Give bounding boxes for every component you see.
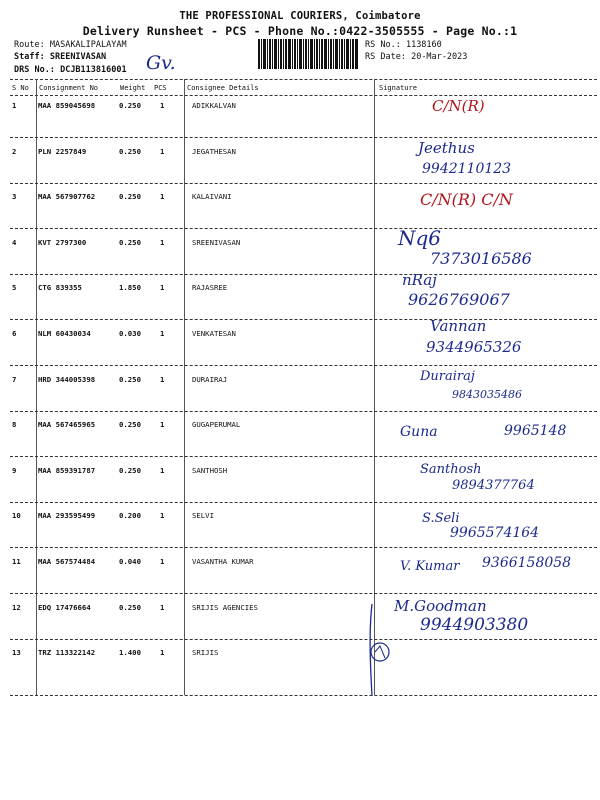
row-signature: S.Seli — [422, 511, 460, 527]
row-consignment: CTG 839355 — [38, 283, 82, 293]
row-pcs: 1 — [160, 557, 165, 566]
row-pcs: 1 — [160, 602, 165, 612]
row-weight: 0.250 — [119, 192, 141, 202]
row-weight: 0.250 — [119, 101, 141, 110]
row-signature: Vannan — [430, 317, 487, 335]
column-divider-consignee — [184, 79, 185, 695]
row-consignment: HRD 344005398 — [38, 374, 96, 384]
row-signature-phone: 9965148 — [504, 423, 567, 440]
row-signature-phone: 9894377764 — [452, 477, 535, 493]
column-divider-sno — [36, 79, 37, 695]
row-sno: 9 — [12, 465, 17, 475]
row-signature: C/N(R) — [432, 97, 485, 115]
row-sno: 8 — [12, 420, 17, 430]
row-consignee: SREENIVASAN — [192, 237, 241, 247]
row-sno: 3 — [12, 192, 17, 202]
row-signature-phone: 9843035486 — [452, 387, 522, 401]
rs-no-line — [365, 40, 442, 50]
row-weight: 0.200 — [119, 511, 141, 521]
row-pcs: 1 — [160, 192, 165, 202]
row-consignment: NLM 60430034 — [38, 329, 91, 338]
row-pcs: 1 — [160, 374, 165, 384]
row-signature: V. Kumar — [400, 559, 460, 574]
table-header-rule — [10, 95, 597, 96]
column-header-sno: S No — [12, 84, 29, 92]
row-consignee: ADIKKALVAN — [192, 101, 236, 110]
column-header-weight: Weight — [120, 84, 146, 92]
row-consignee: SRIJIS — [192, 648, 219, 658]
row-signature-phone: 9942110123 — [422, 160, 512, 177]
row-signature: Nq6 — [398, 225, 442, 250]
row-consignee: GUGAPERUMAL — [192, 420, 241, 430]
row-consignment: MAA 567907762 — [38, 192, 96, 202]
column-header-pcs: PCS — [154, 84, 167, 92]
row-consignment: TRZ 113322142 — [38, 648, 96, 658]
row-sno: 6 — [12, 329, 17, 338]
row-weight: 0.030 — [119, 329, 141, 338]
row-consignee: VENKATESAN — [192, 329, 236, 338]
row-consignee: SRIJIS AGENCIES — [192, 602, 258, 612]
rs-no-value: 1138160 — [405, 40, 442, 50]
row-consignment: KVT 2797300 — [38, 237, 87, 247]
delivery-stamp — [366, 600, 396, 700]
row-pcs: 1 — [160, 237, 165, 247]
staff-label: Staff: — [14, 52, 45, 62]
row-consignee: VASANTHA KUMAR — [192, 557, 254, 566]
row-consignee: JEGATHESAN — [192, 146, 236, 156]
row-consignment: EDQ 17476664 — [38, 602, 91, 612]
row-separator — [10, 502, 597, 503]
staff-line — [14, 52, 106, 62]
row-signature-phone: 7373016586 — [430, 248, 532, 268]
handwritten-initials: Gv. — [146, 52, 176, 74]
column-header-consignment: Consignment No — [39, 84, 99, 92]
row-sno: 2 — [12, 146, 17, 156]
row-separator — [10, 228, 597, 229]
row-consignment: PLN 2257849 — [38, 146, 87, 156]
row-consignment: MAA 567465965 — [38, 420, 96, 430]
row-separator — [10, 547, 597, 548]
staff-value: SREENIVASAN — [49, 52, 107, 62]
rs-no-label: RS No.: — [365, 40, 401, 50]
row-weight: 0.250 — [119, 420, 141, 430]
row-weight: 0.250 — [119, 237, 141, 247]
row-sno: 13 — [12, 648, 21, 658]
row-signature-phone: 9344965326 — [426, 338, 522, 356]
row-consignee: KALAIVANI — [192, 192, 232, 202]
drs-label: DRS No.: — [14, 65, 55, 75]
row-signature: Santhosh — [420, 461, 482, 477]
row-pcs: 1 — [160, 329, 165, 338]
row-signature-phone: 9626769067 — [408, 290, 510, 310]
row-pcs: 1 — [160, 420, 165, 430]
row-weight: 1.850 — [119, 283, 141, 293]
row-signature-phone: 9366158058 — [482, 555, 572, 571]
row-consignee: SANTHOSH — [192, 465, 228, 475]
row-separator — [10, 456, 597, 457]
row-consignment: MAA 567574484 — [38, 557, 96, 566]
row-weight: 0.250 — [119, 602, 141, 612]
row-sno: 12 — [12, 602, 21, 612]
route-line — [14, 40, 127, 50]
row-consignee: SELVI — [192, 511, 214, 521]
row-signature-phone: 9944903380 — [420, 614, 529, 635]
row-weight: 0.250 — [119, 374, 141, 384]
row-consignee: DURAIRAJ — [192, 374, 228, 384]
row-pcs: 1 — [160, 101, 165, 110]
row-sno: 11 — [12, 557, 21, 566]
row-separator — [10, 411, 597, 412]
barcode — [258, 39, 358, 69]
row-separator — [10, 319, 597, 320]
row-sno: 1 — [12, 101, 17, 110]
row-consignment: MAA 859391787 — [38, 465, 96, 475]
rs-date-label: RS Date: — [365, 52, 406, 62]
row-sno: 5 — [12, 283, 17, 293]
row-sno: 10 — [12, 511, 21, 521]
row-signature-phone: 9965574164 — [450, 525, 540, 542]
row-sno: 4 — [12, 237, 17, 247]
row-signature: Jeethus — [418, 138, 475, 157]
row-pcs: 1 — [160, 511, 165, 521]
row-consignee: RAJASREE — [192, 283, 228, 293]
row-separator — [10, 183, 597, 184]
row-pcs: 1 — [160, 283, 165, 293]
column-header-consignee: Consignee Details — [187, 84, 259, 92]
row-weight: 0.250 — [119, 146, 141, 156]
row-signature: Guna — [400, 424, 438, 441]
runsheet-subtitle: Delivery Runsheet - PCS - Phone No.:0422-3505555 - Page No.:1 — [82, 24, 518, 38]
row-separator — [10, 593, 597, 594]
runsheet-title: THE PROFESSIONAL COURIERS, Coimbatore — [179, 10, 421, 22]
row-separator — [10, 639, 597, 640]
drs-line — [14, 65, 127, 75]
rs-date-line — [365, 52, 467, 62]
row-pcs: 1 — [160, 146, 165, 156]
table-bottom-rule — [10, 695, 597, 696]
row-consignment: MAA 293595499 — [38, 511, 96, 521]
row-separator — [10, 274, 597, 275]
row-sno: 7 — [12, 374, 17, 384]
row-pcs: 1 — [160, 648, 165, 658]
row-weight: 0.250 — [119, 465, 141, 475]
table-top-rule — [10, 79, 597, 80]
row-signature: nRaj — [402, 271, 437, 290]
row-weight: 0.040 — [119, 557, 141, 566]
row-signature: Durairaj — [420, 368, 475, 384]
route-label: Route: — [14, 40, 45, 50]
rs-date-value: 20-Mar-2023 — [411, 52, 468, 62]
row-pcs: 1 — [160, 465, 165, 475]
drs-value: DCJB113816001 — [60, 65, 127, 75]
row-signature: C/N(R) C/N — [420, 190, 513, 210]
row-signature: M.Goodman — [394, 596, 487, 615]
row-consignment: MAA 859045698 — [38, 101, 96, 110]
column-header-signature: Signature — [379, 84, 417, 92]
row-separator — [10, 365, 597, 366]
row-separator — [10, 137, 597, 138]
row-weight: 1.400 — [119, 648, 141, 658]
route-value: MASAKALIPALAYAM — [49, 40, 127, 50]
